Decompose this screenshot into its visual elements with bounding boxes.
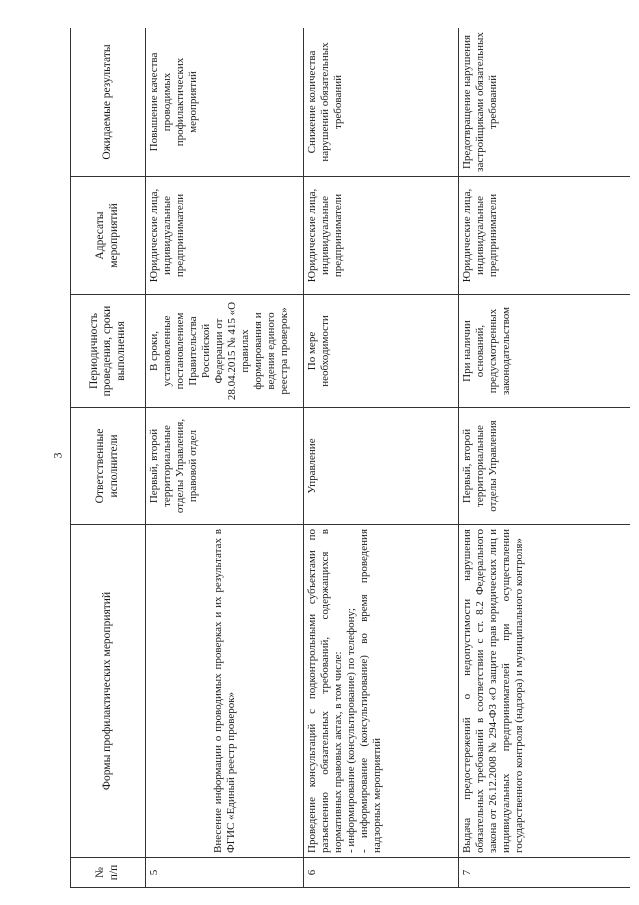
row-executors: Управление — [304, 408, 459, 525]
table-row — [304, 28, 459, 888]
table-header-row — [71, 28, 146, 888]
row-addressees: Юридические лица, индивидуальные предприниматели — [146, 177, 304, 295]
measures-table — [70, 28, 630, 888]
row-period: По мере необходимости — [304, 295, 459, 408]
row-form — [304, 525, 459, 858]
row-period: В сроки, установленные постановлением Правительства Российской Федерации от 28.04.2015 № 415 «О правилах формирования и ведения единого реестра проверок» — [146, 295, 304, 408]
row-number: 7 — [459, 858, 631, 888]
row-period: При наличии оснований, предусмотренных законодательством — [459, 295, 631, 408]
header-addressees: Адресаты мероприятий — [71, 177, 146, 295]
row-executors: Первый, второй территориальные отделы Управления, правовой отдел — [146, 408, 304, 525]
row-form: Выдача предостережений о недопустимости нарушения обязательных требований в соответствии с ст. 8.2 Федерального закона от 26.12.2008 № 294-ФЗ «О защите прав юридических лиц и индивидуальных предпринимателей при осуществлении государственного контроля (надзора) и муниципального контроля» — [459, 525, 631, 858]
row-results: Предотвращение нарушения застройщиками обязательных требований — [459, 28, 631, 177]
header-executors: Ответственные исполнители — [71, 408, 146, 525]
rotated-table-container — [70, 28, 630, 888]
table-row — [459, 28, 631, 888]
row-form-line: Проведение консультаций с подконтрольными субъектами по разъяснению обязательных требований, содержащихся в нормативных правовых актах, в том числе: — [306, 529, 344, 853]
row-results: Снижение количества нарушений обязательных требований — [304, 28, 459, 177]
header-form: Формы профилактических мероприятий — [71, 525, 146, 858]
header-num: № п/п — [71, 858, 146, 888]
row-number: 6 — [304, 858, 459, 888]
row-executors: Первый, второй территориальные отделы Управления — [459, 408, 631, 525]
row-form-line: - информирование (консультирование) по телефону; — [344, 608, 357, 853]
row-results: Повышение качества проводимых профилактических мероприятий — [146, 28, 304, 177]
row-number: 5 — [146, 858, 304, 888]
table-row — [146, 28, 304, 888]
row-form-line: - информирование (консультирование) во время проведения надзорных мероприятий — [357, 529, 383, 853]
row-form: Внесение информации о проводимых проверках и их результатах в ФГИС «Единый реестр проверок» — [146, 525, 304, 858]
page-number: 3 — [50, 452, 65, 459]
header-results: Ожидаемые результаты — [71, 28, 146, 177]
row-addressees: Юридические лица, индивидуальные предприниматели — [459, 177, 631, 295]
row-addressees: Юридические лица, индивидуальные предприниматели — [304, 177, 459, 295]
header-period: Периодичность проведения, сроки выполнения — [71, 295, 146, 408]
